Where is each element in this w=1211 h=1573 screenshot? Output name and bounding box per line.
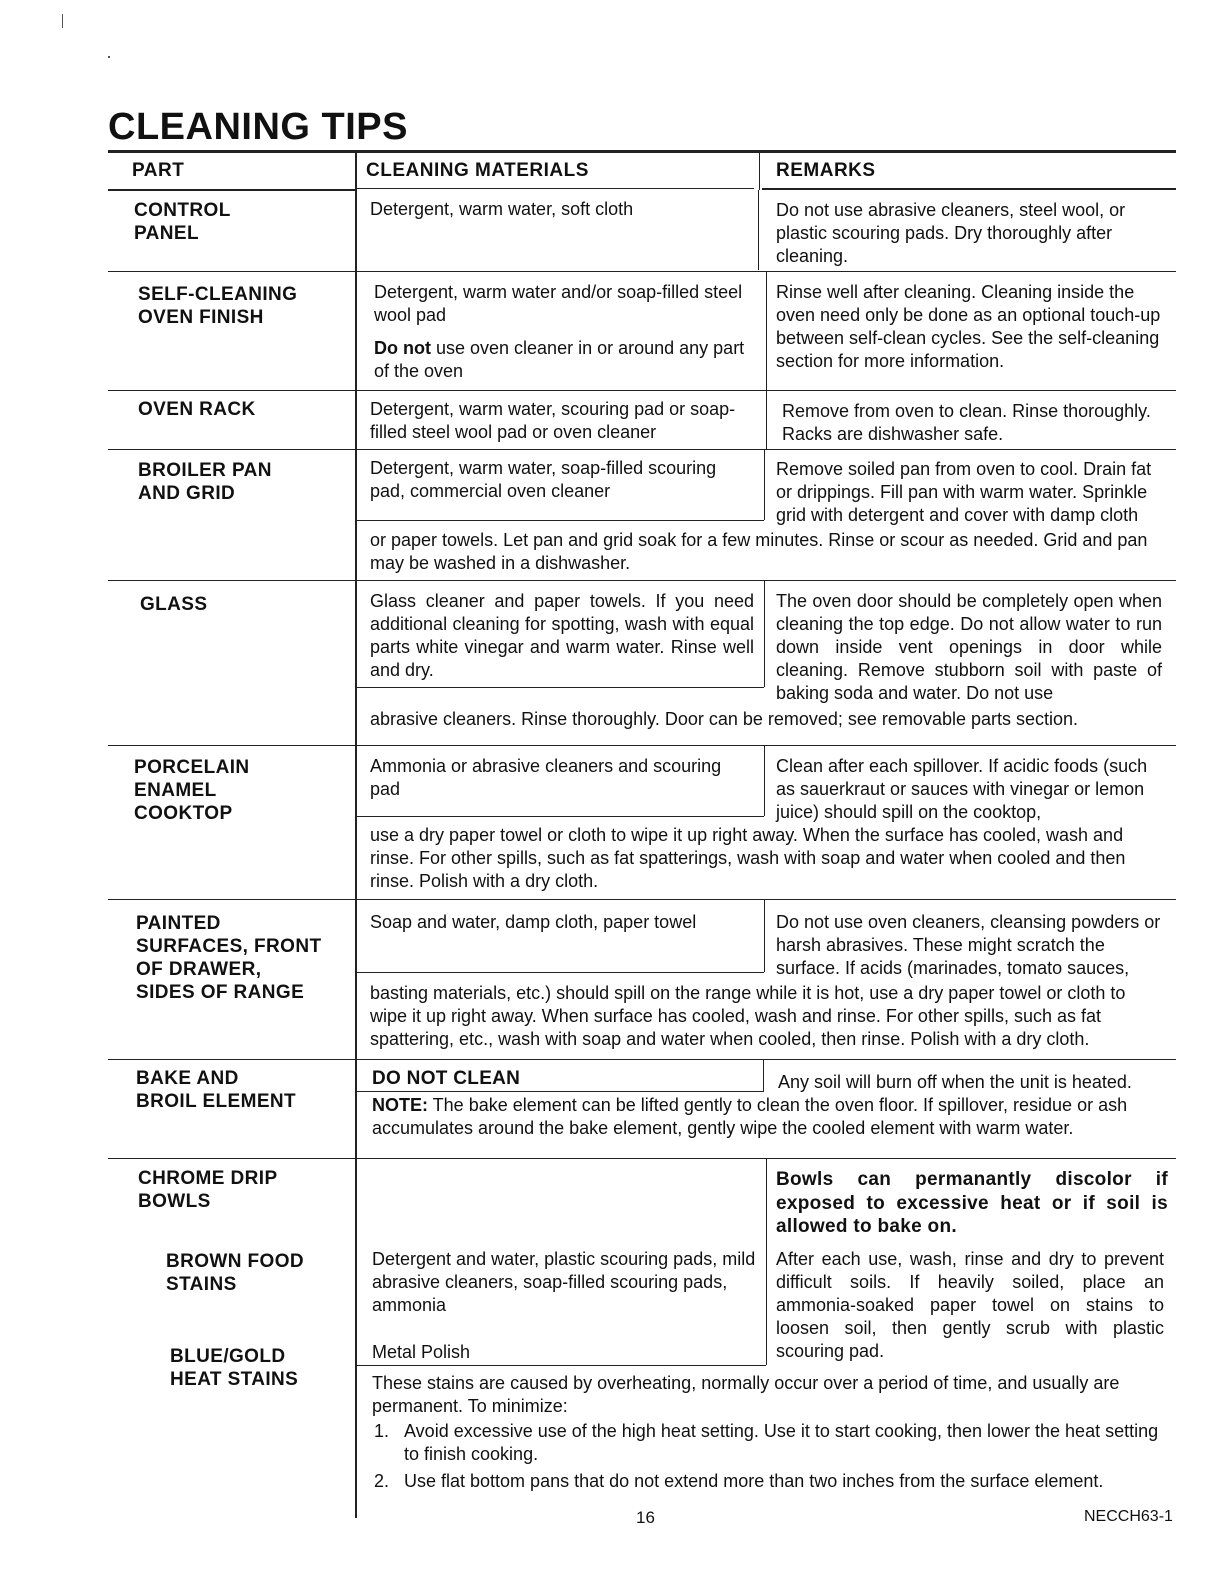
row-divider	[108, 1158, 1176, 1159]
materials-self-cleaning-text: Detergent, warm water and/or soap-filled steel wool pad	[374, 282, 743, 325]
remarks-oven-rack: Remove from oven to clean. Rinse thoroughly. Racks are dishwasher safe.	[782, 401, 1151, 444]
header-underline	[356, 188, 754, 189]
column-divider	[766, 391, 767, 449]
remarks-glass: The oven door should be completely open when cleaning the top edge. Do not allow water to run down inside vent openings in door while cleaning. Remove stubborn soil with paste of baking soda and water. Do not use	[776, 591, 1162, 703]
cell-underline	[357, 816, 764, 817]
remarks-broiler-pan-continued: or paper towels. Let pan and grid soak for a few minutes. Rinse or scour as needed. Grid and pan may be washed in a dishwasher.	[370, 530, 1148, 573]
note-bake-broil	[372, 1094, 1166, 1140]
blue-gold-instructions	[372, 1372, 1178, 1493]
cell-underline	[357, 1091, 763, 1092]
remarks-control-panel: Do not use abrasive cleaners, steel wool, or plastic scouring pads. Dry thoroughly after cleaning.	[776, 200, 1126, 266]
remarks-porcelain-continued: use a dry paper towel or cloth to wipe it up right away. When the surface has cooled, wash and rinse. For other spills, such as fat spatterings, wash with soap and water when cooled and then rinse. Polish with a dry cloth.	[370, 825, 1126, 891]
column-divider	[759, 152, 760, 190]
materials-glass: Glass cleaner and paper towels. If you need additional cleaning for spotting, wash with equal parts white vinegar and warm water. Rinse well and dry.	[370, 591, 754, 680]
remarks-self-cleaning: Rinse well after cleaning. Cleaning inside the oven need only be done as an optional touch-up between self-clean cycles. See the self-cleaning section for more information.	[776, 282, 1161, 371]
scan-mark	[62, 14, 63, 28]
list-number: 1.	[374, 1421, 390, 1441]
part-chrome-drip-bowls: CHROME DRIP BOWLS	[138, 1168, 278, 1212]
part-oven-rack: OVEN RACK	[138, 399, 256, 420]
remarks-chrome-drip-bowls: Bowls can permanantly discolor if exposed to excessive heat or if soil is allowed to bake on.	[776, 1169, 1168, 1237]
materials-self-cleaning-warning	[374, 337, 752, 383]
remarks-brown-food-stains: After each use, wash, rinse and dry to prevent difficult soils. If heavily soiled, place an ammonia-soaked paper towel on stains to loosen soil, then gently scrub with plastic scouring pad.	[776, 1249, 1164, 1361]
column-divider	[766, 1159, 767, 1365]
remarks-porcelain: Clean after each spillover. If acidic foods (such as sauerkraut or sauces with vinegar or lemon juice) should spill on the cooktop,	[776, 756, 1148, 822]
materials-broiler-pan: Detergent, warm water, soap-filled scouring pad, commercial oven cleaner	[370, 458, 717, 501]
header-underline	[762, 188, 1176, 190]
part-painted-surfaces: PAINTED SURFACES, FRONT OF DRAWER, SIDES OF RANGE	[136, 913, 322, 1003]
materials-oven-rack: Detergent, warm water, scouring pad or soap-filled steel wool pad or oven cleaner	[370, 399, 736, 442]
note-label: NOTE:	[372, 1095, 428, 1115]
warning-do-not: Do not	[374, 338, 431, 358]
list-number: 2.	[374, 1471, 390, 1491]
column-divider	[764, 746, 765, 816]
part-broiler-pan: BROILER PAN AND GRID	[138, 460, 272, 504]
row-divider	[108, 1059, 1176, 1060]
header-remarks: REMARKS	[776, 160, 876, 181]
page-number: 16	[636, 1508, 655, 1527]
materials-painted-surfaces: Soap and water, damp cloth, paper towel	[370, 912, 697, 932]
cell-underline	[357, 687, 764, 688]
header-underline	[108, 189, 355, 191]
part-brown-food-stains: BROWN FOOD STAINS	[166, 1251, 305, 1295]
part-bake-broil: BAKE AND BROIL ELEMENT	[136, 1068, 297, 1112]
part-porcelain: PORCELAIN ENAMEL COOKTOP	[134, 757, 250, 824]
remarks-glass-continued: abrasive cleaners. Rinse thoroughly. Door can be removed; see removable parts section.	[370, 709, 1079, 729]
part-control-panel: CONTROL PANEL	[134, 200, 231, 244]
materials-porcelain: Ammonia or abrasive cleaners and scouring pad	[370, 756, 722, 799]
part-glass: GLASS	[140, 594, 208, 615]
column-divider	[764, 900, 765, 972]
row-divider	[108, 271, 1176, 272]
list-text: Use flat bottom pans that do not extend more than two inches from the surface element.	[404, 1471, 1104, 1491]
list-item	[372, 1470, 1178, 1493]
blue-gold-intro: These stains are caused by overheating, normally occur over a period of time, and usually are permanent. To minimize:	[372, 1373, 1120, 1416]
header-rule	[108, 150, 1176, 153]
materials-control-panel: Detergent, warm water, soft cloth	[370, 199, 634, 219]
column-divider	[764, 581, 765, 687]
column-divider	[763, 1060, 764, 1092]
part-self-cleaning: SELF-CLEANING OVEN FINISH	[138, 284, 298, 328]
materials-brown-food-stains: Detergent and water, plastic scouring pads, mild abrasive cleaners, soap-filled scouring pads, ammonia	[372, 1249, 756, 1315]
remarks-painted-surfaces: Do not use oven cleaners, cleansing powders or harsh abrasives. These might scratch the surface. If acids (marinades, tomato sauces,	[776, 912, 1161, 978]
row-divider	[108, 745, 1176, 746]
remarks-painted-continued: basting materials, etc.) should spill on the range while it is hot, use a dry paper towel or cloth to wipe it up right away. When surface has cooled, wash and rinse. For other spills, such as fat spattering, etc., wash with soap and water when cooled, then rinse. Polish with a dry cloth.	[370, 983, 1126, 1049]
column-divider	[764, 450, 765, 520]
note-text: The bake element can be lifted gently to clean the oven floor. If spillover, residue or ash accumulates around the bake element, gently wipe the cooled element with warm water.	[372, 1095, 1128, 1138]
list-item	[372, 1420, 1178, 1466]
row-divider	[108, 580, 1176, 581]
header-part: PART	[132, 160, 185, 181]
column-divider	[766, 272, 767, 390]
materials-bake-broil: DO NOT CLEAN	[372, 1068, 521, 1089]
column-divider	[758, 190, 759, 270]
warning-rest: use oven cleaner in or around any part of the oven	[374, 338, 745, 381]
document-code: NECCH63-1	[1084, 1508, 1173, 1525]
materials-blue-gold: Metal Polish	[372, 1342, 471, 1362]
cell-underline	[357, 972, 764, 973]
row-divider	[108, 390, 1176, 391]
remarks-bake-broil: Any soil will burn off when the unit is heated.	[778, 1072, 1132, 1092]
scan-mark	[108, 56, 110, 58]
materials-self-cleaning	[374, 281, 752, 383]
remarks-broiler-pan: Remove soiled pan from oven to cool. Drain fat or drippings. Fill pan with warm water. Sprinkle grid with detergent and cover with damp cloth	[776, 459, 1152, 525]
tips-list	[372, 1420, 1178, 1493]
cell-underline	[357, 1365, 766, 1366]
list-text: Avoid excessive use of the high heat setting. Use it to start cooking, then lower the heat setting to finish cooking.	[404, 1421, 1159, 1464]
cell-underline	[357, 520, 764, 521]
row-divider	[108, 899, 1176, 900]
column-divider	[355, 150, 357, 1518]
part-blue-gold-heat-stains: BLUE/GOLD HEAT STAINS	[170, 1346, 299, 1390]
page-title: CLEANING TIPS	[108, 106, 408, 148]
header-materials: CLEANING MATERIALS	[366, 160, 589, 181]
row-divider	[108, 449, 1176, 450]
